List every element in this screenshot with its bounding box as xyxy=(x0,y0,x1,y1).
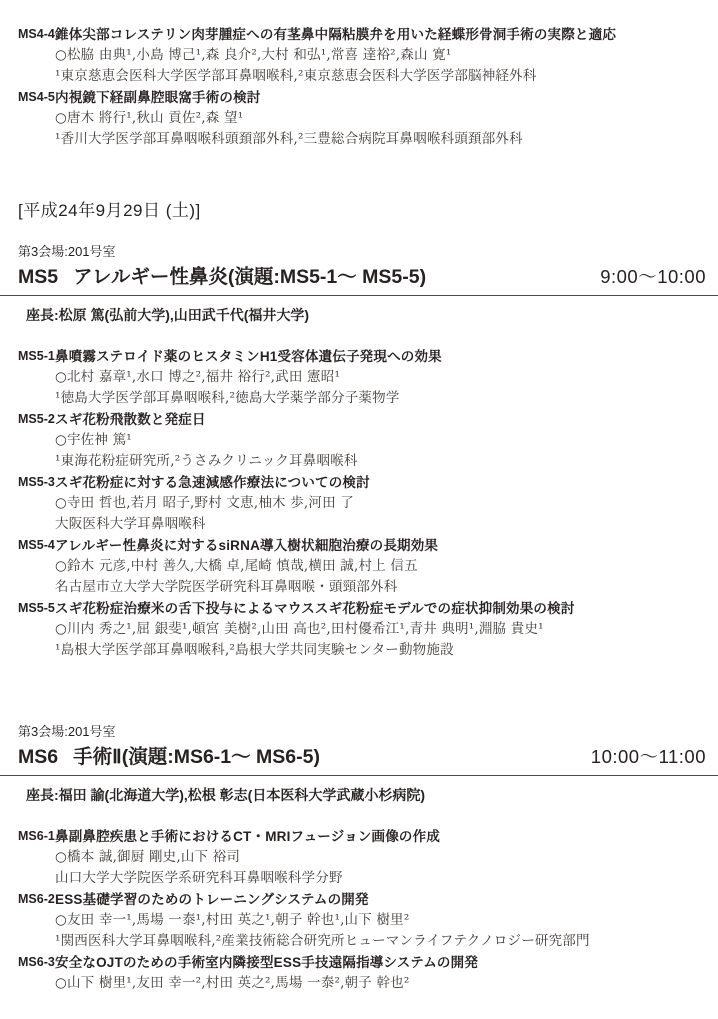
date-header: [平成24年9月29日 (土)] xyxy=(18,201,201,220)
paper-body xyxy=(55,409,708,472)
paper-authors: ○鈴木 元彦,中村 善久,大橋 卓,尾崎 慎哉,横田 誠,村上 信五 xyxy=(55,558,418,574)
session-title: 手術Ⅱ(演題:MS6-1〜 MS6-5) xyxy=(73,746,320,768)
paper-body xyxy=(55,952,708,994)
paper-item-ms5-3 xyxy=(18,472,708,535)
session-time: 9:00〜10:00 xyxy=(600,266,706,287)
paper-title: スギ花粉症治療米の舌下投与によるマウススギ花粉症モデルでの症状抑制効果の検討 xyxy=(55,601,575,616)
paper-body xyxy=(55,87,708,150)
paper-affiliation: 山口大学大学院医学系研究科耳鼻咽喉科学分野 xyxy=(55,870,343,886)
paper-authors: ○北村 嘉章¹,水口 博之²,福井 裕行²,武田 憲昭¹ xyxy=(55,369,341,385)
paper-affiliation: ¹島根大学医学部耳鼻咽喉科,²島根大学共同実験センター動物施設 xyxy=(55,642,454,658)
session-code: MS6 xyxy=(18,746,59,768)
paper-body xyxy=(55,346,708,409)
paper-item-ms5-4 xyxy=(18,535,708,598)
paper-body xyxy=(55,24,708,87)
leading-paper-list xyxy=(18,24,708,150)
paper-item-ms6-3 xyxy=(18,952,708,994)
session-ms6 xyxy=(18,724,708,994)
paper-item-ms6-1 xyxy=(18,826,708,889)
paper-affiliation: ¹香川大学医学部耳鼻咽喉科頭頚部外科,²三豊総合病院耳鼻咽喉科頭頚部外科 xyxy=(55,131,523,147)
paper-affiliation: 大阪医科大学耳鼻咽喉科 xyxy=(55,516,206,532)
paper-authors: ○寺田 哲也,若月 昭子,野村 文恵,柚木 歩,河田 了 xyxy=(55,495,355,511)
paper-id: MS6-3 xyxy=(18,955,55,969)
paper-title: 鼻噴霧ステロイド薬のヒスタミンH1受容体遺伝子発現への効果 xyxy=(55,349,442,364)
session-paper-list xyxy=(18,346,708,661)
paper-item-ms5-1 xyxy=(18,346,708,409)
paper-body xyxy=(55,889,708,952)
paper-authors: ○山下 樹里¹,友田 幸一²,村田 英之²,馬場 一泰²,朝子 幹也² xyxy=(55,975,410,991)
paper-title: 錐体尖部コレステリン肉芽腫症への有茎鼻中隔粘膜弁を用いた経蝶形骨洞手術の実際と適応 xyxy=(55,27,617,42)
paper-authors: ○唐木 將行¹,秋山 貢佐²,森 望¹ xyxy=(55,110,244,126)
paper-item-ms4-4 xyxy=(18,24,708,87)
paper-authors: ○川内 秀之¹,屈 銀斐¹,頓宮 美樹²,山田 高也²,田村優希江¹,青井 典明¹,淵脇 貴史¹ xyxy=(55,621,544,637)
paper-body xyxy=(55,826,708,889)
paper-title: 安全なOJTのための手術室内隣接型ESS手技遠隔指導システムの開発 xyxy=(55,955,479,970)
paper-body xyxy=(55,535,708,598)
paper-affiliation: ¹東海花粉症研究所,²うさみクリニック耳鼻咽喉科 xyxy=(55,453,358,469)
paper-id: MS6-1 xyxy=(18,829,55,843)
session-title: アレルギー性鼻炎(演題:MS5-1〜 MS5-5) xyxy=(73,266,427,288)
session-ms5 xyxy=(18,244,708,661)
paper-title: スギ花粉症に対する急速減感作療法についての検討 xyxy=(55,475,370,490)
paper-authors: ○友田 幸一¹,馬場 一泰¹,村田 英之¹,朝子 幹也¹,山下 樹里² xyxy=(55,912,410,928)
paper-id: MS5-4 xyxy=(18,538,55,552)
session-time: 10:00〜11:00 xyxy=(590,746,706,767)
session-header xyxy=(0,744,718,776)
paper-item-ms5-5 xyxy=(18,598,708,661)
session-chairs: 座長:松原 篤(弘前大学),山田武千代(福井大学) xyxy=(26,307,310,323)
session-paper-list xyxy=(18,826,708,994)
session-title-group xyxy=(18,264,426,290)
paper-affiliation: ¹徳島大学医学部耳鼻咽喉科,²徳島大学薬学部分子薬物学 xyxy=(55,390,400,406)
paper-title: スギ花粉飛散数と発症日 xyxy=(55,412,206,427)
paper-authors: ○松脇 由典¹,小島 博己¹,森 良介²,大村 和弘¹,常喜 達裕²,森山 寛¹ xyxy=(55,47,452,63)
paper-item-ms5-2 xyxy=(18,409,708,472)
paper-id: MS5-5 xyxy=(18,601,55,615)
paper-authors: ○宇佐神 篤¹ xyxy=(55,432,132,448)
paper-id: MS5-1 xyxy=(18,349,55,363)
session-title-group xyxy=(18,744,320,770)
paper-affiliation: ¹関西医科大学耳鼻咽喉科,²産業技術総合研究所ヒューマンライフテクノロジー研究部門 xyxy=(55,933,590,949)
paper-id: MS5-2 xyxy=(18,412,55,426)
paper-title: 内視鏡下経副鼻腔眼窩手術の検討 xyxy=(55,90,261,105)
paper-affiliation: ¹東京慈恵会医科大学医学部耳鼻咽喉科,²東京慈恵会医科大学医学部脳神経外科 xyxy=(55,68,537,84)
paper-id: MS6-2 xyxy=(18,892,55,906)
paper-title: アレルギー性鼻炎に対するsiRNA導入樹状細胞治療の長期効果 xyxy=(55,538,439,553)
paper-authors: ○橋本 誠,御厨 剛史,山下 裕司 xyxy=(55,849,241,865)
session-header xyxy=(0,264,718,296)
paper-id: MS5-3 xyxy=(18,475,55,489)
session-chairs: 座長:福田 諭(北海道大学),松根 彰志(日本医科大学武蔵小杉病院) xyxy=(26,787,425,803)
session-venue: 第3会場:201号室 xyxy=(18,724,116,739)
session-code: MS5 xyxy=(18,266,59,288)
paper-item-ms4-5 xyxy=(18,87,708,150)
paper-title: ESS基礎学習のためのトレーニングシステムの開発 xyxy=(55,892,369,907)
paper-body xyxy=(55,598,708,661)
paper-item-ms6-2 xyxy=(18,889,708,952)
paper-affiliation: 名古屋市立大学大学院医学研究科耳鼻咽喉・頭頸部外科 xyxy=(55,579,398,595)
session-venue: 第3会場:201号室 xyxy=(18,244,116,259)
paper-body xyxy=(55,472,708,535)
paper-title: 鼻副鼻腔疾患と手術におけるCT・MRIフュージョン画像の作成 xyxy=(55,829,441,844)
paper-id: MS4-4 xyxy=(18,27,55,41)
paper-id: MS4-5 xyxy=(18,90,55,104)
